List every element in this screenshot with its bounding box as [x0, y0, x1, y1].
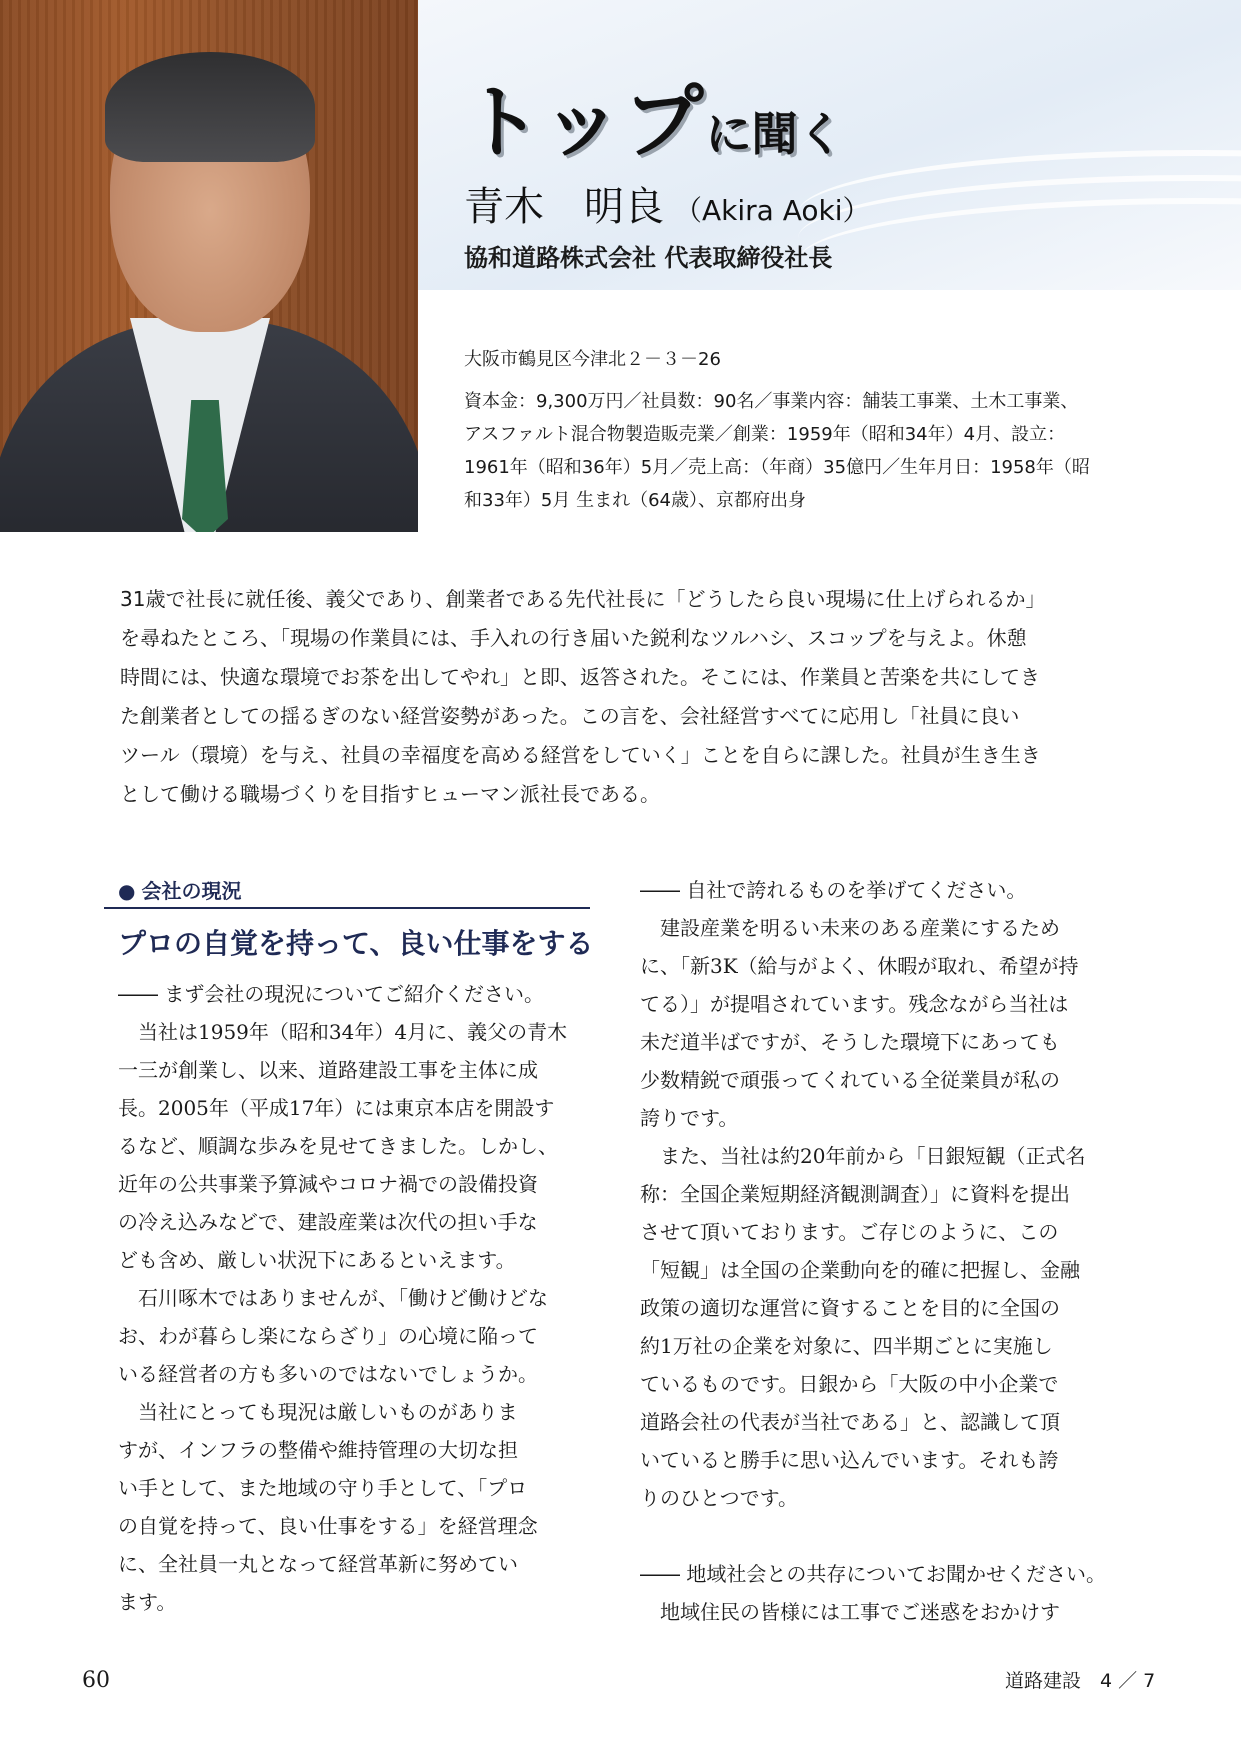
body-line: てる）」が提唱されています。残念ながら当社は: [640, 992, 1069, 1016]
body-line: るなど、順調な歩みを見せてきました。しかし、: [118, 1134, 558, 1158]
lead-line: 31歳で社長に就任後、義父であり、創業者である先代社長に「どうしたら良い現場に仕上げられるか」: [120, 587, 1046, 611]
bullet-icon: ●: [118, 879, 136, 903]
lead-line: た創業者としての揺るぎのない経営姿勢があった。この言を、会社経営すべてに応用し「社員に良い: [120, 704, 1020, 728]
lead-paragraph: [120, 580, 1130, 814]
body-line: いる経営者の方も多いのではないでしょうか。: [118, 1362, 538, 1386]
body-line: ます。: [118, 1590, 177, 1614]
name-kanji: 青木 明良: [464, 184, 664, 230]
body-line: 誇りです。: [640, 1106, 739, 1130]
portrait-hair: [105, 52, 315, 162]
question-line: ―― 自社で誇れるものを挙げてください。: [640, 878, 1027, 902]
section-label: [118, 875, 241, 904]
question-line: ―― 地域社会との共存についてお聞かせください。: [640, 1562, 1106, 1586]
profile-line: 和33年）5月 生まれ（64歳）、京都府出身: [464, 490, 806, 511]
body-line: 当社にとっても現況は厳しいものがありま: [118, 1400, 518, 1424]
question-line: ―― まず会社の現況についてご紹介ください。: [118, 982, 544, 1006]
publication-info: 道路建設 4 ／ 7: [1005, 1670, 1156, 1692]
right-column: [640, 871, 1120, 1631]
body-line: 「短観」は全国の企業動向を的確に把握し、金融: [640, 1258, 1080, 1282]
lead-line: として働ける職場づくりを目指すヒューマン派社長である。: [120, 782, 660, 806]
body-line: ども含め、厳しい状況下にあるといえます。: [118, 1248, 516, 1272]
title-sub: に聞く: [705, 107, 844, 161]
left-column: [118, 975, 598, 1621]
company-position: 協和道路株式会社 代表取締役社長: [464, 244, 833, 272]
body-line: 未だ道半ばですが、そうした環境下にあっても: [640, 1030, 1060, 1054]
body-line: お、わが暮らし楽にならざり」の心境に陥って: [118, 1324, 538, 1348]
profile-line: 資本金：9,300万円／社員数：90名／事業内容：舗装工事業、土木工事業、: [464, 391, 1079, 412]
body-line: 称：全国企業短期経済観測調査）」に資料を提出: [640, 1182, 1070, 1206]
lead-line: を尋ねたところ、「現場の作業員には、手入れの行き届いた鋭利なツルハシ、スコップを与えよ。休憩: [120, 626, 1027, 650]
profile-line: アスファルト混合物製造販売業／創業：1959年（昭和34年）4月、設立：: [464, 424, 1066, 445]
body-line: 近年の公共事業予算減やコロナ禍での設備投資: [118, 1172, 538, 1196]
section-label-text: 会社の現況: [141, 879, 242, 903]
section-divider: [104, 907, 590, 909]
company-profile: [464, 385, 1144, 517]
body-line: い手として、また地域の守り手として、「プロ: [118, 1476, 528, 1500]
body-line: に、全社員一丸となって経営革新に努めてい: [118, 1552, 518, 1576]
body-line: 約1万社の企業を対象に、四半期ごとに実施し: [640, 1334, 1053, 1358]
lead-line: ツール（環境）を与え、社員の幸福度を高める経営をしていく」ことを自らに課した。社員が生き生き: [120, 743, 1041, 767]
body-line: 当社は1959年（昭和34年）4月に、義父の青木: [118, 1020, 568, 1044]
body-line: 道路会社の代表が当社である」と、認識して頂: [640, 1410, 1060, 1434]
profile-line: 1961年（昭和36年）5月／売上高：（年商）35億円／生年月日：1958年（昭: [464, 457, 1090, 478]
spacer-line: [640, 1517, 1120, 1555]
body-line: 石川啄木ではありませんが、「働けど働けどな: [118, 1286, 548, 1310]
name-romaji: （Akira Aoki）: [674, 194, 871, 227]
interviewee-name: [464, 175, 871, 232]
page-number: 60: [82, 1668, 110, 1693]
body-line: りのひとつです。: [640, 1486, 798, 1510]
body-line: すが、インフラの整備や維持管理の大切な担: [118, 1438, 518, 1462]
body-line: また、当社は約20年前から「日銀短観（正式名: [640, 1144, 1086, 1168]
body-line: の冷え込みなどで、建設産業は次代の担い手な: [118, 1210, 538, 1234]
body-line: 一三が創業し、以来、道路建設工事を主体に成: [118, 1058, 538, 1082]
body-line: 建設産業を明るい未来のある産業にするため: [640, 916, 1060, 940]
title-main: トップ: [462, 76, 706, 169]
page-title: [462, 58, 844, 173]
body-line: に、「新3K（給与がよく、休暇が取れ、希望が持: [640, 954, 1079, 978]
body-line: ているものです。日銀から「大阪の中小企業で: [640, 1372, 1059, 1396]
portrait-photo: [0, 0, 418, 532]
body-line: 政策の適切な運営に資することを目的に全国の: [640, 1296, 1060, 1320]
body-line: 地域住民の皆様には工事でご迷惑をおかけす: [640, 1600, 1060, 1624]
lead-line: 時間には、快適な環境でお茶を出してやれ」と即、返答された。そこには、作業員と苦楽を共にしてき: [120, 665, 1040, 689]
body-line: 少数精鋭で頑張ってくれている全従業員が私の: [640, 1068, 1060, 1092]
body-line: 長。2005年（平成17年）には東京本店を開設す: [118, 1096, 555, 1120]
body-line: の自覚を持って、良い仕事をする」を経営理念: [118, 1514, 538, 1538]
body-line: いていると勝手に思い込んでいます。それも誇: [640, 1448, 1059, 1472]
body-line: させて頂いております。ご存じのように、この: [640, 1220, 1059, 1244]
company-address: 大阪市鶴見区今津北２－３－26: [464, 349, 721, 370]
section-heading: プロの自覚を持って、良い仕事をする: [118, 927, 594, 960]
